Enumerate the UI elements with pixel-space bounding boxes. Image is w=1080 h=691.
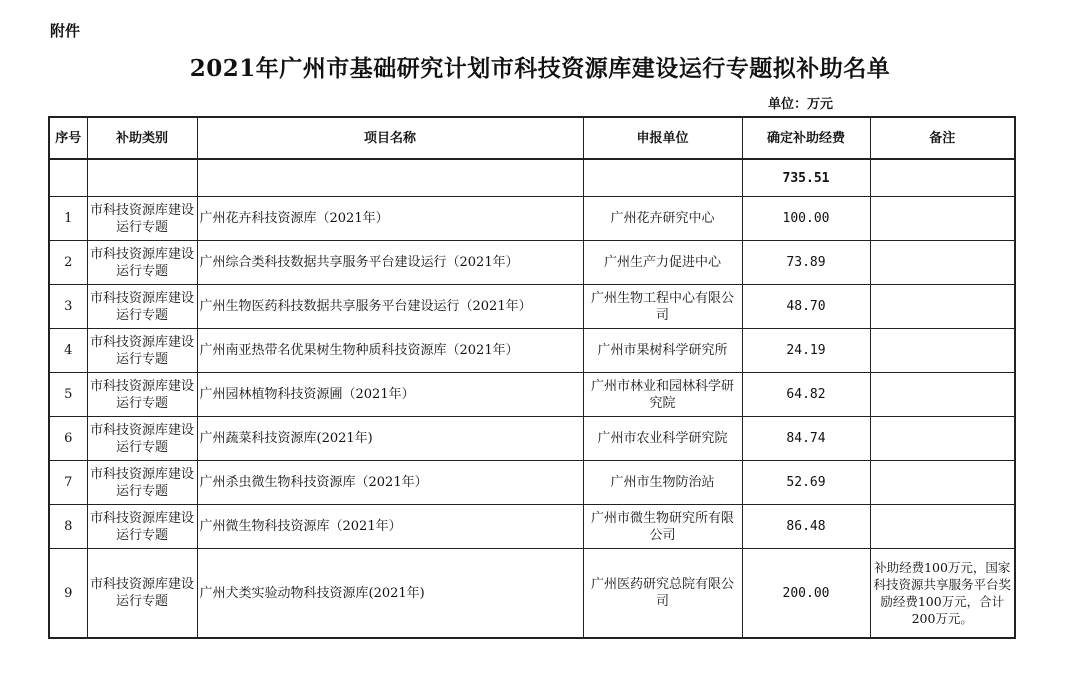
row-category: 市科技资源库建设运行专题 xyxy=(87,549,197,639)
table-row xyxy=(49,461,1015,505)
row-no: 3 xyxy=(49,285,87,329)
row-note xyxy=(870,461,1015,505)
row-amount: 52.69 xyxy=(742,461,870,505)
header-unit: 申报单位 xyxy=(583,117,742,159)
document-title: 2021年广州市基础研究计划市科技资源库建设运行专题拟补助名单 xyxy=(189,55,891,82)
table-row xyxy=(49,197,1015,241)
row-unit: 广州生物工程中心有限公司 xyxy=(583,285,742,329)
row-category: 市科技资源库建设运行专题 xyxy=(87,329,197,373)
header-amount: 确定补助经费 xyxy=(742,117,870,159)
total-empty-cell xyxy=(197,159,583,197)
total-empty-cell xyxy=(583,159,742,197)
row-unit: 广州市微生物研究所有限公司 xyxy=(583,505,742,549)
row-amount: 64.82 xyxy=(742,373,870,417)
table-header-row xyxy=(49,117,1015,159)
unit-label: 单位：万元 xyxy=(768,97,834,112)
header-project: 项目名称 xyxy=(197,117,583,159)
row-note xyxy=(870,285,1015,329)
table-row xyxy=(49,285,1015,329)
row-amount: 100.00 xyxy=(742,197,870,241)
row-category: 市科技资源库建设运行专题 xyxy=(87,505,197,549)
table-row xyxy=(49,549,1015,639)
row-project: 广州综合类科技数据共享服务平台建设运行（2021年） xyxy=(197,241,583,285)
row-note xyxy=(870,197,1015,241)
row-note xyxy=(870,373,1015,417)
table-row xyxy=(49,241,1015,285)
total-empty-cell xyxy=(49,159,87,197)
row-project: 广州南亚热带名优果树生物种质科技资源库（2021年） xyxy=(197,329,583,373)
row-unit: 广州生产力促进中心 xyxy=(583,241,742,285)
row-category: 市科技资源库建设运行专题 xyxy=(87,461,197,505)
row-unit: 广州市生物防治站 xyxy=(583,461,742,505)
row-note: 补助经费100万元，国家科技资源共享服务平台奖励经费100万元，合计200万元。 xyxy=(870,549,1015,639)
header-category: 补助类别 xyxy=(87,117,197,159)
total-empty-cell xyxy=(870,159,1015,197)
header-note: 备注 xyxy=(870,117,1015,159)
header-no: 序号 xyxy=(49,117,87,159)
row-unit: 广州市林业和园林科学研究院 xyxy=(583,373,742,417)
row-no: 1 xyxy=(49,197,87,241)
row-project: 广州园林植物科技资源圃（2021年） xyxy=(197,373,583,417)
row-category: 市科技资源库建设运行专题 xyxy=(87,373,197,417)
row-no: 2 xyxy=(49,241,87,285)
row-category: 市科技资源库建设运行专题 xyxy=(87,197,197,241)
row-category: 市科技资源库建设运行专题 xyxy=(87,285,197,329)
row-amount: 73.89 xyxy=(742,241,870,285)
subsidy-table xyxy=(48,116,1016,639)
total-empty-cell xyxy=(87,159,197,197)
row-project: 广州生物医药科技数据共享服务平台建设运行（2021年） xyxy=(197,285,583,329)
total-row xyxy=(49,159,1015,197)
row-unit: 广州花卉研究中心 xyxy=(583,197,742,241)
row-no: 8 xyxy=(49,505,87,549)
row-project: 广州花卉科技资源库（2021年） xyxy=(197,197,583,241)
row-amount: 86.48 xyxy=(742,505,870,549)
row-no: 5 xyxy=(49,373,87,417)
row-no: 6 xyxy=(49,417,87,461)
row-unit: 广州市果树科学研究所 xyxy=(583,329,742,373)
row-amount: 84.74 xyxy=(742,417,870,461)
row-project: 广州微生物科技资源库（2021年） xyxy=(197,505,583,549)
row-no: 4 xyxy=(49,329,87,373)
total-amount: 735.51 xyxy=(742,159,870,197)
row-note xyxy=(870,417,1015,461)
table-row xyxy=(49,505,1015,549)
row-note xyxy=(870,329,1015,373)
row-project: 广州杀虫微生物科技资源库（2021年） xyxy=(197,461,583,505)
table-row xyxy=(49,373,1015,417)
row-amount: 48.70 xyxy=(742,285,870,329)
row-project: 广州犬类实验动物科技资源库(2021年) xyxy=(197,549,583,639)
row-no: 9 xyxy=(49,549,87,639)
row-unit: 广州市农业科学研究院 xyxy=(583,417,742,461)
table-row xyxy=(49,329,1015,373)
row-note xyxy=(870,241,1015,285)
row-project: 广州蔬菜科技资源库(2021年) xyxy=(197,417,583,461)
attachment-label: 附件 xyxy=(50,22,81,40)
row-note xyxy=(870,505,1015,549)
table-row xyxy=(49,417,1015,461)
row-amount: 200.00 xyxy=(742,549,870,639)
row-category: 市科技资源库建设运行专题 xyxy=(87,417,197,461)
row-amount: 24.19 xyxy=(742,329,870,373)
row-no: 7 xyxy=(49,461,87,505)
row-category: 市科技资源库建设运行专题 xyxy=(87,241,197,285)
row-unit: 广州医药研究总院有限公司 xyxy=(583,549,742,639)
